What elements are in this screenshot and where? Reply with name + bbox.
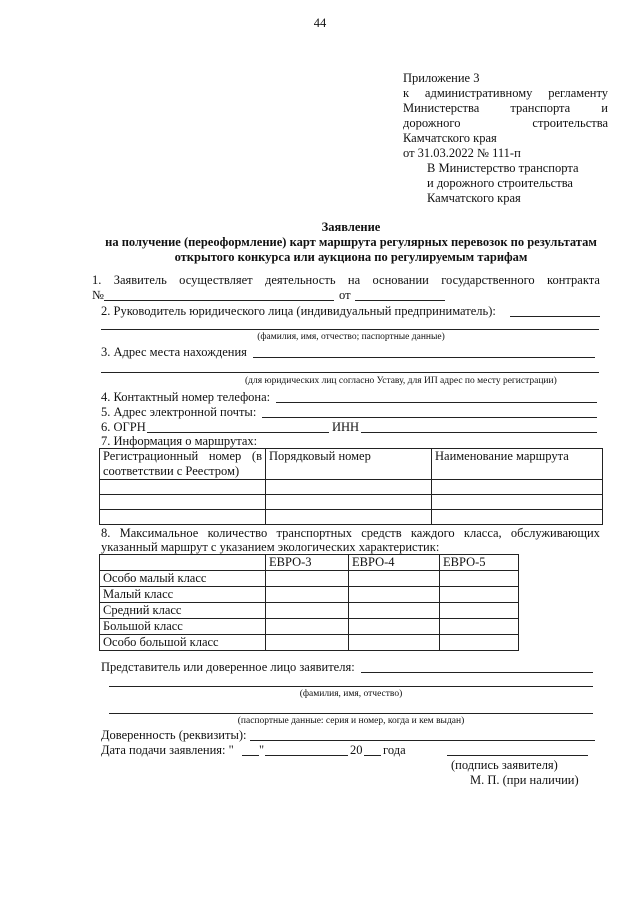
contract-date-field[interactable]	[355, 300, 445, 301]
representative-label: Представитель или доверенное лицо заявителя:	[101, 660, 355, 674]
ogrn-label: 6. ОГРН	[101, 420, 146, 434]
vehicles-cell[interactable]	[349, 587, 440, 603]
submission-date-label: Дата подачи заявления: "	[101, 743, 234, 757]
routes-cell[interactable]	[100, 510, 266, 525]
routes-cell[interactable]	[266, 495, 432, 510]
item8-line1: 8. Максимальное количество транспортных средств каждого класса, обслуживающих	[101, 526, 600, 540]
recipient-line2: и дорожного строительства	[427, 176, 573, 190]
routes-cell[interactable]	[432, 480, 603, 495]
submission-month-field[interactable]	[265, 755, 348, 756]
signature-field[interactable]	[447, 755, 588, 756]
table-row	[100, 495, 603, 510]
vehicles-table	[99, 554, 519, 651]
vehicles-header-euro4: ЕВРО-4	[349, 555, 440, 571]
recipient-line3: Камчатского края	[427, 191, 521, 205]
submission-year-prefix: 20	[350, 743, 363, 757]
appendix-line1: Приложение 3	[403, 71, 480, 85]
routes-header-order: Порядковый номер	[266, 449, 432, 480]
vehicles-cell[interactable]	[266, 635, 349, 651]
table-row	[100, 603, 519, 619]
table-row	[100, 510, 603, 525]
vehicles-cell[interactable]	[349, 619, 440, 635]
address-field[interactable]	[253, 357, 595, 358]
routes-cell[interactable]	[100, 480, 266, 495]
routes-cell[interactable]	[266, 510, 432, 525]
address-field-line2[interactable]	[101, 372, 599, 373]
table-row	[100, 571, 519, 587]
appendix-line5: Камчатского края	[403, 131, 497, 145]
representative-field[interactable]	[361, 672, 593, 673]
contract-number-field[interactable]	[104, 300, 334, 301]
vehicles-cell[interactable]	[440, 587, 519, 603]
routes-cell[interactable]	[266, 480, 432, 495]
document-title: Заявление	[321, 220, 381, 234]
routes-cell[interactable]	[100, 495, 266, 510]
signature-hint: (подпись заявителя)	[451, 758, 558, 772]
ogrn-field[interactable]	[147, 432, 329, 433]
vehicles-header-class	[100, 555, 266, 571]
vehicles-cell[interactable]	[440, 571, 519, 587]
vehicles-cell[interactable]	[440, 603, 519, 619]
vehicles-cell[interactable]	[349, 571, 440, 587]
item3-hint: (для юридических лиц согласно Уставу, для ИП адрес по месту регистрации)	[245, 376, 557, 386]
vehicles-cell[interactable]	[266, 587, 349, 603]
routes-table-header	[100, 449, 603, 480]
document-subtitle-2: открытого конкурса или аукциона по регулируемым тарифам	[174, 250, 528, 264]
routes-table	[99, 448, 603, 525]
director-field-line2[interactable]	[101, 329, 599, 330]
power-of-attorney-label: Доверенность (реквизиты):	[101, 728, 247, 742]
contract-number-label: №	[92, 288, 104, 302]
table-row	[100, 587, 519, 603]
item2-label: 2. Руководитель юридического лица (индивидуальный предприниматель):	[101, 304, 496, 318]
appendix-line4: дорожного строительства	[403, 116, 608, 130]
submission-year-suffix: года	[383, 743, 406, 757]
item5-label: 5. Адрес электронной почты:	[101, 405, 257, 419]
item8-line2: указанный маршрут с указанием экологических характеристик:	[101, 540, 440, 554]
vehicle-class-label: Особо большой класс	[100, 635, 266, 651]
submission-year-field[interactable]	[364, 755, 381, 756]
submission-quote-close: "	[259, 743, 265, 757]
vehicles-header-euro5: ЕВРО-5	[440, 555, 519, 571]
vehicles-cell[interactable]	[349, 635, 440, 651]
director-field[interactable]	[510, 316, 600, 317]
document-subtitle-1: на получение (переоформление) карт маршрута регулярных перевозок по результатам	[105, 235, 597, 249]
vehicles-header-euro3: ЕВРО-3	[266, 555, 349, 571]
inn-field[interactable]	[361, 432, 597, 433]
vehicles-cell[interactable]	[266, 571, 349, 587]
vehicles-table-header	[100, 555, 519, 571]
routes-header-name: Наименование маршрута	[432, 449, 603, 480]
representative-hint-passport: (паспортные данные: серия и номер, когда и кем выдан)	[237, 716, 465, 726]
inn-label: ИНН	[332, 420, 360, 434]
representative-name-field[interactable]	[109, 686, 593, 687]
recipient-line1: В Министерство транспорта	[427, 161, 579, 175]
appendix-line3: Министерства транспорта и	[403, 101, 608, 115]
vehicle-class-label: Средний класс	[100, 603, 266, 619]
power-of-attorney-field[interactable]	[250, 740, 595, 741]
contract-date-label: от	[339, 288, 351, 302]
item2-hint: (фамилия, имя, отчество; паспортные данные)	[257, 332, 445, 342]
routes-cell[interactable]	[432, 510, 603, 525]
routes-header-registration: Регистрационный номер (в соответствии с Реестром)	[100, 449, 266, 480]
item3-label: 3. Адрес места нахождения	[101, 345, 247, 359]
table-row	[100, 480, 603, 495]
phone-field[interactable]	[276, 402, 597, 403]
submission-day-field[interactable]	[242, 755, 259, 756]
item1-text: 1. Заявитель осуществляет деятельность на основании государственного контракта	[92, 273, 600, 287]
routes-cell[interactable]	[432, 495, 603, 510]
table-row	[100, 619, 519, 635]
appendix-line2: к административному регламенту	[403, 86, 608, 100]
item7-label: 7. Информация о маршрутах:	[101, 434, 258, 448]
item4-label: 4. Контактный номер телефона:	[101, 390, 271, 404]
stamp-hint: М. П. (при наличии)	[470, 773, 579, 787]
vehicles-cell[interactable]	[266, 603, 349, 619]
vehicle-class-label: Большой класс	[100, 619, 266, 635]
vehicles-cell[interactable]	[266, 619, 349, 635]
vehicles-cell[interactable]	[349, 603, 440, 619]
vehicle-class-label: Особо малый класс	[100, 571, 266, 587]
appendix-date-number: от 31.03.2022 № 111-п	[403, 146, 521, 160]
vehicle-class-label: Малый класс	[100, 587, 266, 603]
table-row	[100, 635, 519, 651]
email-field[interactable]	[262, 417, 597, 418]
representative-passport-field[interactable]	[109, 713, 593, 714]
vehicles-cell[interactable]	[440, 619, 519, 635]
vehicles-cell[interactable]	[440, 635, 519, 651]
representative-hint-name: (фамилия, имя, отчество)	[299, 689, 403, 699]
page-number: 44	[313, 16, 327, 30]
